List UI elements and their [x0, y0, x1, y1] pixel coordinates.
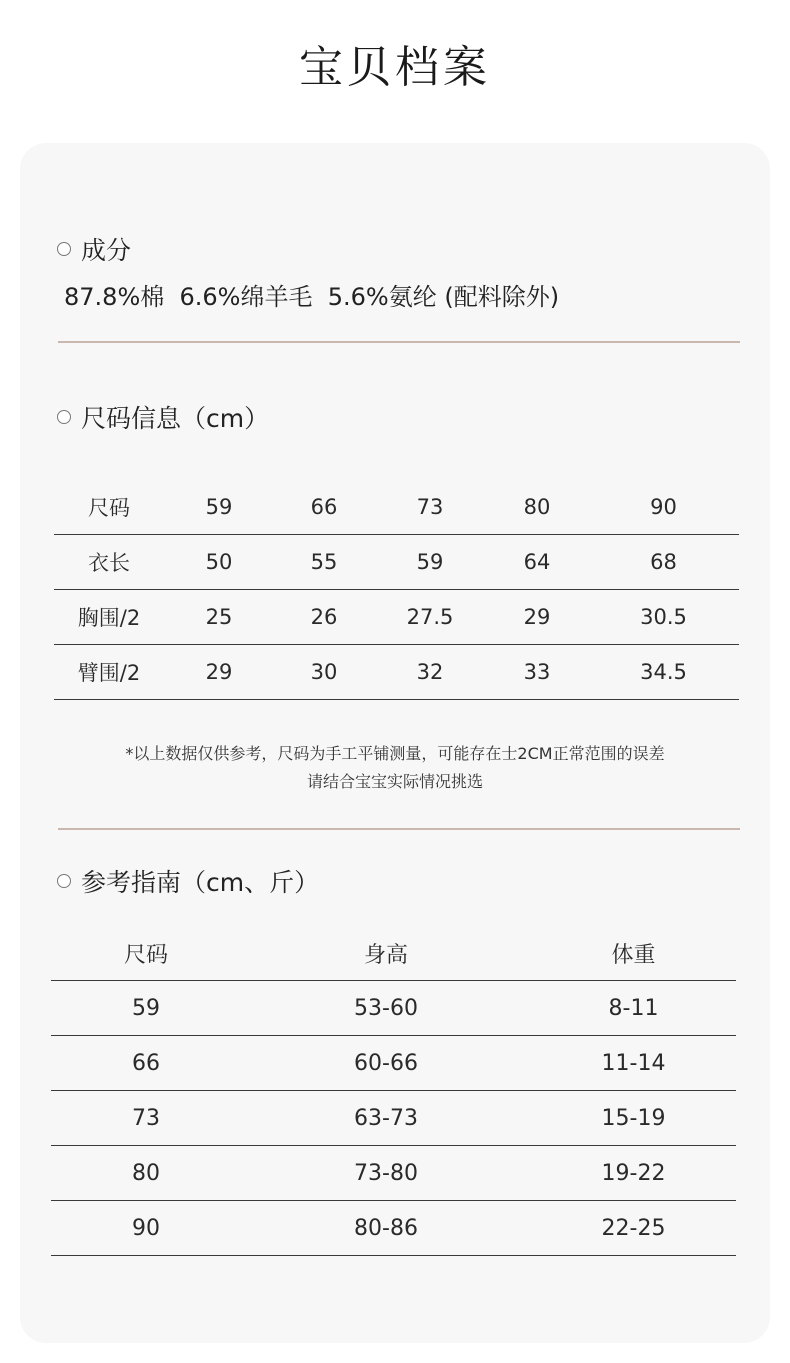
table-row [51, 1036, 736, 1091]
table-cell: 25 [164, 590, 274, 645]
table-cell: 8-11 [531, 981, 736, 1036]
table-cell: 50 [164, 535, 274, 590]
table-cell: 29 [164, 645, 274, 700]
table-row [51, 1201, 736, 1256]
circle-bullet-icon [57, 242, 71, 256]
table-cell: 55 [274, 535, 374, 590]
table-cell: 11-14 [531, 1036, 736, 1091]
table-cell: 63-73 [241, 1091, 531, 1146]
table-cell: 19-22 [531, 1146, 736, 1201]
table-cell: 73-80 [241, 1146, 531, 1201]
table-header-cell: 尺码 [51, 926, 241, 981]
table-header-cell: 尺码 [54, 480, 164, 535]
page-title: 宝贝档案 [299, 42, 491, 93]
table-header-cell: 体重 [531, 926, 736, 981]
table-cell: 26 [274, 590, 374, 645]
table-cell: 64 [486, 535, 588, 590]
circle-bullet-icon [57, 874, 71, 888]
table-cell: 80-86 [241, 1201, 531, 1256]
table-header-row [51, 926, 736, 981]
table-cell: 73 [51, 1091, 241, 1146]
table-cell: 32 [374, 645, 486, 700]
table-cell: 80 [51, 1146, 241, 1201]
table-cell: 臂围/2 [54, 645, 164, 700]
table-cell: 胸围/2 [54, 590, 164, 645]
table-cell: 33 [486, 645, 588, 700]
composition-heading [57, 232, 131, 266]
table-row [54, 645, 739, 700]
divider [58, 341, 740, 343]
table-header-cell: 90 [588, 480, 739, 535]
table-header-cell: 66 [274, 480, 374, 535]
table-cell: 66 [51, 1036, 241, 1091]
size-info-title: 尺码信息（cm） [81, 404, 270, 433]
table-cell: 30 [274, 645, 374, 700]
table-row [54, 590, 739, 645]
table-row [51, 1146, 736, 1201]
table-row [51, 981, 736, 1036]
table-header-cell: 身高 [241, 926, 531, 981]
table-cell: 22-25 [531, 1201, 736, 1256]
guide-heading [57, 864, 319, 898]
table-header-cell: 73 [374, 480, 486, 535]
size-note-line2: 请结合宝宝实际情况挑选 [306, 772, 483, 791]
table-cell: 53-60 [241, 981, 531, 1036]
table-header-row [54, 480, 739, 535]
size-note-line1: *以上数据仅供参考，尺码为手工平铺测量，可能存在士2CM正常范围的误差 [125, 744, 665, 763]
guide-table [51, 926, 736, 1256]
circle-bullet-icon [57, 410, 71, 424]
table-cell: 27.5 [374, 590, 486, 645]
table-row [51, 1091, 736, 1146]
table-cell: 60-66 [241, 1036, 531, 1091]
table-cell: 30.5 [588, 590, 739, 645]
table-header-cell: 80 [486, 480, 588, 535]
table-cell: 59 [51, 981, 241, 1036]
table-cell: 90 [51, 1201, 241, 1256]
table-cell: 29 [486, 590, 588, 645]
size-table [54, 480, 739, 700]
guide-title: 参考指南（cm、斤） [81, 868, 320, 897]
table-row [54, 535, 739, 590]
table-cell: 59 [374, 535, 486, 590]
table-cell: 68 [588, 535, 739, 590]
table-cell: 15-19 [531, 1091, 736, 1146]
table-cell: 34.5 [588, 645, 739, 700]
table-cell: 衣长 [54, 535, 164, 590]
table-header-cell: 59 [164, 480, 274, 535]
divider [58, 828, 740, 830]
composition-title: 成分 [81, 236, 132, 265]
composition-text: 87.8%棉 6.6%绵羊毛 5.6%氨纶 (配料除外) [64, 283, 560, 311]
size-info-heading [57, 400, 269, 434]
